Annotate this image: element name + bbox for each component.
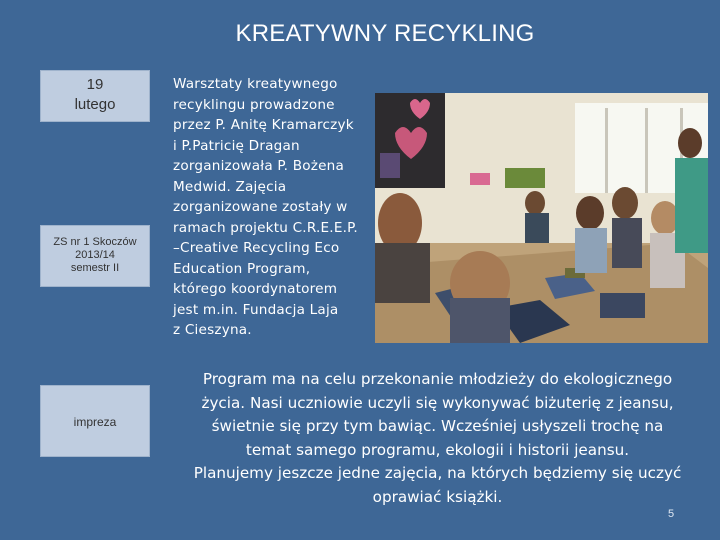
- workshop-description: [173, 74, 373, 341]
- description-line: Warsztaty kreatywnego: [173, 76, 338, 92]
- description-line: zorganizowane zostały w: [173, 199, 348, 215]
- description-line: którego koordynatorem: [173, 281, 338, 297]
- workshop-photo: [375, 93, 708, 343]
- summary-line: Program ma na celu przekonanie młodzieży do ekologicznego: [202, 370, 673, 388]
- description-line: Education Program,: [173, 260, 311, 277]
- date-box: [40, 70, 150, 122]
- summary-line: świetnie się przy tym bawiąc. Wcześniej usłyszeli trochę na: [211, 417, 664, 435]
- date-day: 19: [86, 76, 104, 93]
- event-type-box: [40, 385, 150, 457]
- description-line: z Cieszyna.: [173, 322, 252, 338]
- school-semester: semestr II: [70, 262, 120, 274]
- description-line: jest m.in. Fundacja Laja: [173, 301, 339, 318]
- school-year: 2013/14: [75, 249, 115, 261]
- description-line: przez P. Anitę Kramarczyk: [173, 117, 354, 133]
- school-box: [40, 225, 150, 287]
- description-line: –Creative Recycling Eco: [173, 240, 340, 256]
- description-line: Medwid. Zajęcia: [173, 178, 287, 195]
- page-number: 5: [668, 508, 675, 520]
- summary-line: oprawiać książki.: [372, 487, 503, 506]
- summary-line: życia. Nasi uczniowie uczyli się wykonywać biżuterię z jeansu,: [201, 393, 674, 412]
- summary-line: Planujemy jeszcze jedne zajęcia, na których będziemy się uczyć: [193, 464, 682, 482]
- summary-line: temat samego programu, ekologii i historii jeansu.: [245, 440, 630, 459]
- description-line: zorganizowała P. Bożena: [173, 158, 344, 174]
- event-type-label: impreza: [73, 415, 117, 429]
- school-name: ZS nr 1 Skoczów: [53, 236, 137, 248]
- description-line: ramach projektu C.R.E.E.P.: [173, 219, 358, 236]
- date-month: lutego: [74, 96, 116, 113]
- slide-title: KREATYWNY RECYKLING: [235, 20, 535, 47]
- program-summary: [165, 368, 710, 509]
- description-line: i P.Patricię Dragan: [173, 137, 300, 154]
- description-line: recyklingu prowadzone: [173, 96, 335, 113]
